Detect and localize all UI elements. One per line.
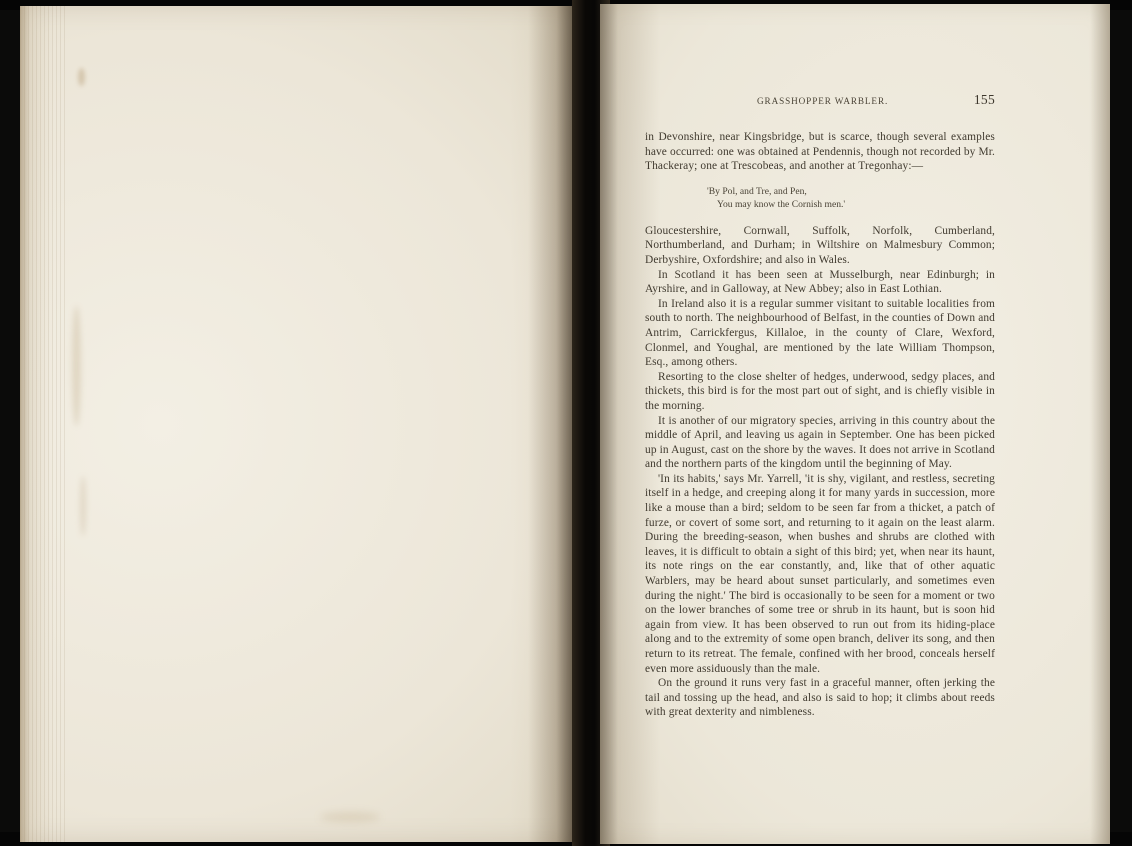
verse-line: You may know the Cornish men.' bbox=[717, 198, 846, 210]
page-text-block bbox=[645, 92, 995, 720]
left-blank-page bbox=[20, 6, 580, 842]
paragraph: In Ireland also it is a regular summer visitant to suitable localities from south to north. The neighbourhood of Belfast, in the counties of Down and Antrim, Carrickfergus, Killaloe, in the county of Clare, Wexford, Clonmel, and Youghal, are mentioned by the late William Thompson, Esq., among others. bbox=[645, 297, 995, 369]
page-number: 155 bbox=[973, 92, 995, 107]
paragraph: in Devonshire, near Kingsbridge, but is scarce, though several examples have occurred: one was obtained at Pendennis, though not recorded by Mr. Thackeray; one at Trescobeas, and another at Tregonhay:— bbox=[645, 131, 995, 173]
verse-quotation bbox=[645, 185, 995, 211]
paragraph: Resorting to the close shelter of hedges, underwood, sedgy places, and thickets, this bird is for the most part out of sight, and is chiefly visible in the morning. bbox=[645, 370, 995, 412]
paragraph: On the ground it runs very fast in a graceful manner, often jerking the tail and tossing up the head, and also is said to hop; it climbs about reeds with great dexterity and nimbleness. bbox=[645, 677, 995, 719]
running-head bbox=[645, 92, 995, 108]
paragraph: In Scotland it has been seen at Musselburgh, near Edinburgh; in Ayrshire, and in Galloway, at New Abbey; also in East Lothian. bbox=[645, 268, 995, 296]
right-printed-page bbox=[600, 4, 1110, 844]
foxing-stain bbox=[72, 306, 81, 426]
foxing-stain bbox=[80, 476, 86, 536]
paragraph: 'In its habits,' says Mr. Yarrell, 'it is shy, vigilant, and restless, secreting itself in a hedge, and creeping along it for many yards in succession, more like a mouse than a bird; seldom to be seen far from a thicket, a patch of furze, or covert of some sort, and returning to it again on the least alarm. During the breeding-season, when bushes and shrubs are clothed with leaves, it is difficult to obtain a sight of this bird; yet, when near its haunt, its note rings on the ear constantly, and, like that of other aquatic Warblers, may be heard about sunset particularly, and sometimes even during the night.' The bird is occasionally to be seen for a moment or two on the lower branches of some tree or shrub in its haunt, but is soon hid again from view. It has been observed to run out from its hiding-place along and to the extremity of some open branch, deliver its song, and then return to its retreat. The female, confined with her brood, conceals herself even more assiduously than the male. bbox=[645, 472, 995, 675]
paragraph: Gloucestershire, Cornwall, Suffolk, Norfolk, Cumberland, Northumberland, and Durham; in Wiltshire on Malmesbury Common; Derbyshire, Oxfordshire; and also in Wales. bbox=[645, 224, 995, 266]
foxing-stain bbox=[78, 68, 85, 86]
running-head-title: GRASSHOPPER WARBLER. bbox=[757, 96, 889, 106]
verse-line: 'By Pol, and Tre, and Pen, bbox=[707, 185, 807, 197]
foxing-stain bbox=[320, 812, 380, 822]
page-outer-edge-shadow bbox=[1090, 4, 1110, 844]
paragraph: It is another of our migratory species, arriving in this country about the middle of April, and leaving us again in September. One has been picked up in August, cast on the shore by the waves. It does not arrive in Scotland and the northern parts of the kingdom until the beginning of May. bbox=[645, 414, 995, 471]
page-fore-edge bbox=[20, 6, 66, 842]
